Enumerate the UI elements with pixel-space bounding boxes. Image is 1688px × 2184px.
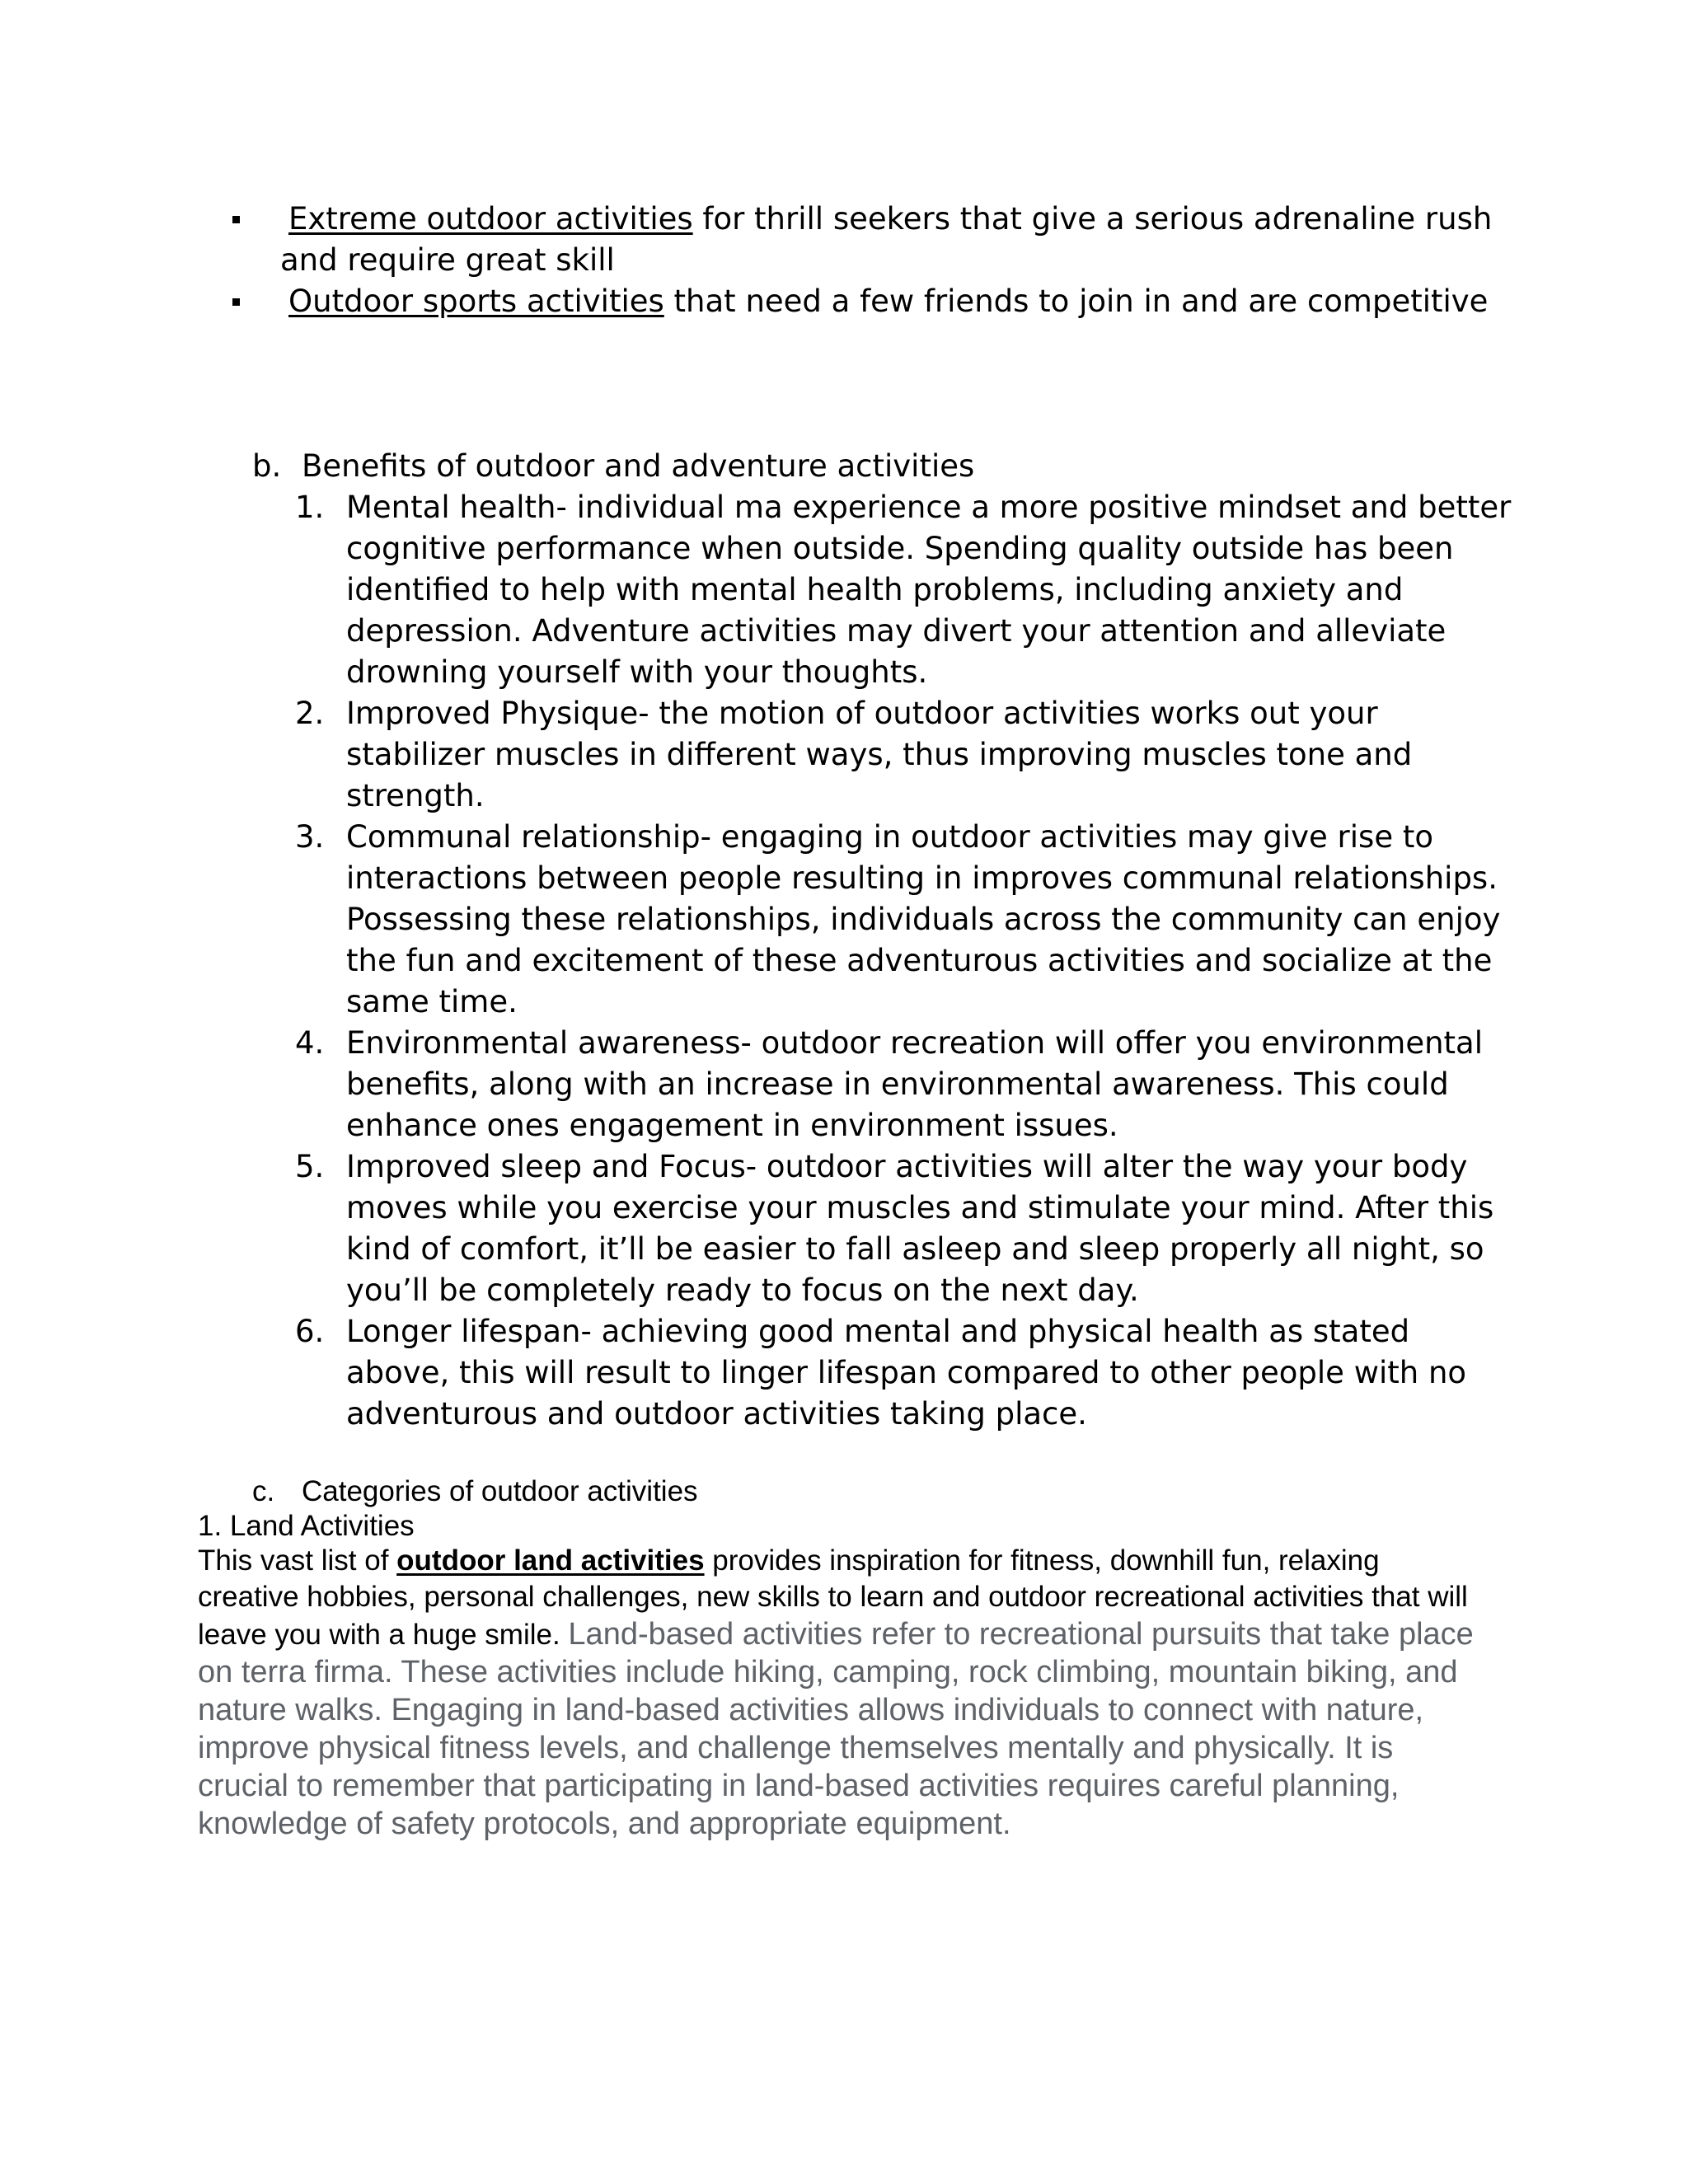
section-b-letter: b. — [252, 448, 282, 484]
benefit-number: 3. — [295, 819, 325, 855]
benefit-text: Improved Physique- the motion of outdoor activities works out your stabilizer muscles in different ways, thus improving muscles tone and strength. — [346, 696, 1413, 813]
section-c-heading — [252, 1474, 698, 1510]
paragraph-rest: provides inspiration for fitness, downhill fun, relaxing creative hobbies, personal challenges, new skills to learn and outdoor recreational activities that will leave you with a huge smile. — [198, 1544, 1468, 1651]
list-item-text — [280, 199, 1502, 281]
square-bullet-icon — [232, 216, 240, 223]
land-activities-heading: 1. Land Activities — [198, 1510, 415, 1542]
benefit-number: 4. — [295, 1025, 325, 1061]
benefits-list — [295, 487, 1515, 1435]
sports-activities-link[interactable]: Outdoor sports activities — [288, 284, 664, 319]
link-text: outdoor land activities — [396, 1544, 705, 1577]
activity-types-list — [232, 199, 1502, 322]
benefit-text: Environmental awareness- outdoor recreation will offer you environmental benefits, along with an increase in environmental awareness. This could enhance ones engagement in environment issues. — [346, 1025, 1483, 1143]
list-item — [232, 199, 1502, 281]
section-c-letter: c. — [252, 1475, 275, 1507]
benefit-number: 1. — [295, 490, 325, 525]
benefit-number: 5. — [295, 1149, 325, 1184]
list-item-rest: for thrill seekers that give a serious adrenaline rush and require great skill — [280, 201, 1493, 278]
list-item-text — [280, 281, 1502, 322]
extreme-activities-link[interactable]: Extreme outdoor activities — [288, 201, 693, 237]
benefit-text: Mental health- individual ma experience a more positive mindset and better cognitive performance when outside. Spending quality outside has been identified to help with mental health problems, including anxiety and depression. Adventure activities may divert your attention and alleviate drowning yourself with your thoughts. — [346, 490, 1512, 690]
benefit-text: Longer lifespan- achieving good mental and physical health as stated above, this will result to linger lifespan compared to other people with no adventurous and outdoor activities taking place. — [346, 1314, 1467, 1432]
list-item — [232, 281, 1502, 322]
benefit-text: Improved sleep and Focus- outdoor activities will alter the way your body moves while you exercise your muscles and stimulate your mind. After this kind of comfort, it’ll be easier to fall asleep and sleep properly all night, so you’ll be completely ready to focus on the next day. — [346, 1149, 1494, 1308]
benefit-item — [295, 1023, 1515, 1146]
section-b-heading — [252, 446, 1522, 487]
section-c-title: Categories of outdoor activities — [302, 1475, 698, 1507]
benefit-number: 6. — [295, 1314, 325, 1349]
benefit-item — [295, 487, 1515, 693]
benefit-item — [295, 1146, 1515, 1311]
paragraph-grey-text: Land-based activities refer to recreational pursuits that take place on terra firma. These activities include hiking, camping, rock climbing, mountain biking, and nature walks. Engaging in land-based activities allows individuals to connect with nature, improve physical fitness levels, and challenge themselves mentally and physically. It is crucial to remember that participating in land-based activities requires careful planning, knowledge of safety protocols, and appropriate equipment. — [198, 1617, 1474, 1841]
benefit-item — [295, 1311, 1515, 1435]
outdoor-land-activities-link[interactable] — [396, 1544, 704, 1577]
benefit-item — [295, 693, 1515, 817]
benefit-number: 2. — [295, 696, 325, 731]
square-bullet-icon — [232, 298, 240, 306]
paragraph-intro: This vast list of — [198, 1544, 397, 1577]
benefit-text: Communal relationship- engaging in outdoor activities may give rise to interactions between people resulting in improves communal relationships. Possessing these relationships, individuals across the community can enjoy the fun and excitement of these adventurous activities and socialize at the same time. — [346, 819, 1501, 1019]
benefit-item — [295, 817, 1515, 1023]
section-b-title: Benefits of outdoor and adventure activities — [302, 448, 975, 484]
list-item-rest: that need a few friends to join in and are competitive — [663, 284, 1489, 319]
land-activities-paragraph — [198, 1543, 1484, 1843]
